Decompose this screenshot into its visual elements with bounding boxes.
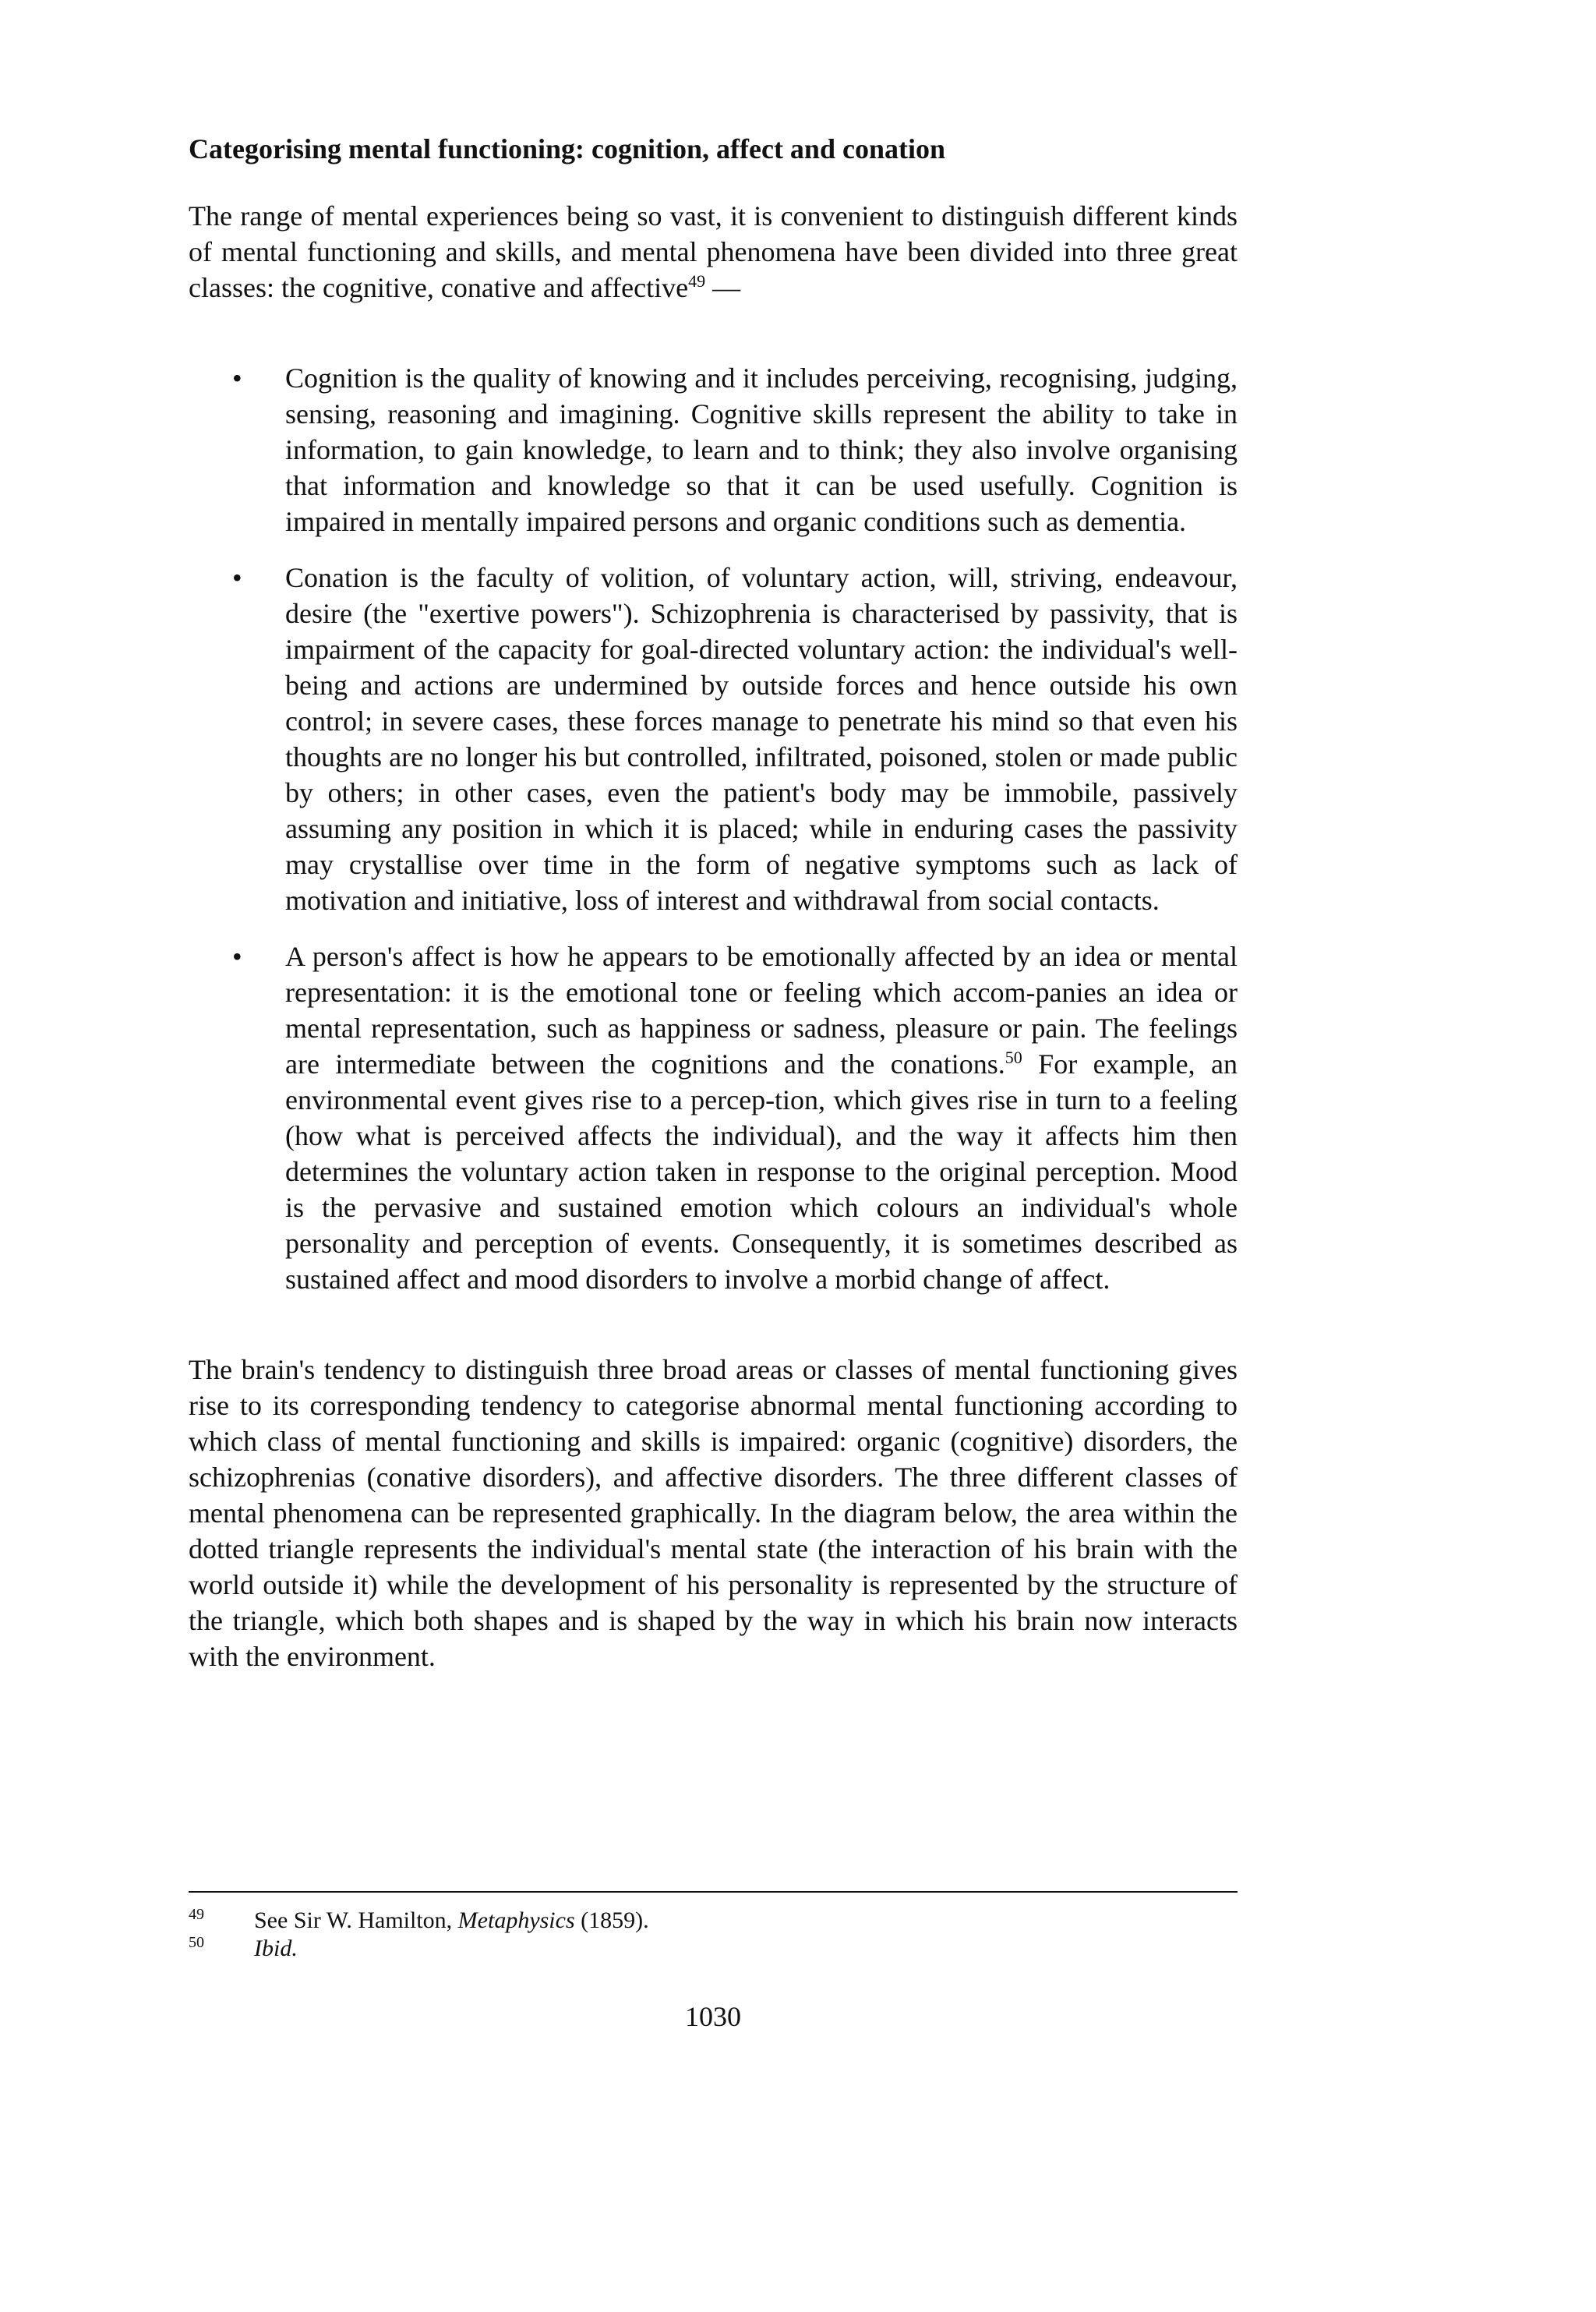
section-heading: Categorising mental functioning: cognition, affect and conation xyxy=(189,133,945,164)
affect-text-after: For example, an environmental event gives rise to a percep-tion, which gives rise in turn to a feeling (how what is perceived affects the individual), and the way it affects him then determines the voluntary action taken in response to the original perception. Mood is the pervasive and sustained emotion which colours an individual's whole personality and perception of events. Consequently, it is sometimes described as sustained affect and mood disorders to involve a morbid change of affect. xyxy=(285,1048,1238,1295)
footnote-49 xyxy=(189,1907,1238,1935)
intro-paragraph xyxy=(189,198,1238,306)
conation-text: Conation is the faculty of volition, of voluntary action, will, striving, endeavour, desire (the "exertive powers"). Schizophrenia is characterised by passivity, that is impairment of the capacity for goal-directed voluntary action: the individual's well-being and actions are undermined by outside forces and hence outside his own control; in severe cases, these forces manage to penetrate his mind so that even his thoughts are no longer his but controlled, infiltrated, poisoned, stolen or made public by others; in other cases, even the patient's body may be immobile, passively assuming any position in which it is placed; while in enduring cases the passivity may crystallise over time in the form of negative symptoms such as lack of motivation and initiative, loss of interest and withdrawal from social contacts. xyxy=(285,562,1238,916)
bullet-symbol: • xyxy=(232,362,242,394)
list-item-affect xyxy=(189,939,1238,1297)
list-item-conation xyxy=(189,560,1238,918)
footnote-number: 49 xyxy=(189,1906,204,1923)
bullet-symbol: • xyxy=(232,941,242,972)
affect-paragraph xyxy=(285,939,1238,1297)
footnote-text-after: (1859). xyxy=(574,1907,649,1933)
classes-list xyxy=(189,360,1238,1297)
footnote-text-before: See Sir W. Hamilton, xyxy=(254,1907,458,1933)
cognition-text: Cognition is the quality of knowing and it includes perceiving, recognising, judging, sensing, reasoning and imagining. Cognitive skills represent the ability to take in information, to gain knowledge, to learn and to think; they also involve organising that information and knowledge so that it can be used usefully. Cognition is impaired in mentally impaired persons and organic conditions such as dementia. xyxy=(285,362,1238,537)
footnote-citation-title: Metaphysics xyxy=(457,1907,575,1933)
main-content xyxy=(189,131,1238,1674)
closing-paragraph: The brain's tendency to distinguish three broad areas or classes of mental functioning gives rise to its corresponding tendency to categorise abnormal mental functioning according to which class of mental functioning and skills is impaired: organic (cognitive) disorders, the schizophrenias (conative disorders), and affective disorders. The three different classes of mental phenomena can be represented graphically. In the diagram below, the area within the dotted triangle represents the individual's mental state (the interaction of his brain with the world outside it) while the development of his personality is represented by the structure of the triangle, which both shapes and is shaped by the way in which his brain now interacts with the environment. xyxy=(189,1354,1238,1672)
list-item-cognition xyxy=(189,360,1238,539)
footnote-ref-49[interactable]: 49 xyxy=(688,271,706,291)
intro-tail: — xyxy=(705,272,741,303)
footnote-citation-title: Ibid. xyxy=(254,1936,298,1961)
page-number: 1030 xyxy=(685,2001,741,2032)
footnote-ref-50[interactable]: 50 xyxy=(1005,1048,1022,1067)
bullet-symbol: • xyxy=(232,562,242,593)
affect-text-before: A person's affect is how he appears to be emotionally affected by an idea or mental representation: it is the emotional tone or feeling which accom-panies an idea or mental representation, such as happiness or sadness, pleasure or pain. The feelings are intermediate between the cognitions and the conations. xyxy=(285,941,1238,1080)
footnote-50 xyxy=(189,1935,1238,1963)
intro-text: The range of mental experiences being so vast, it is convenient to distinguish different kinds of mental functioning and skills, and mental phenomena have been divided into three great classes: the cognitive, conative and affective xyxy=(189,200,1238,303)
footnote-divider xyxy=(189,1891,1238,1893)
footnotes xyxy=(189,1907,1238,1963)
footnote-number: 50 xyxy=(189,1934,204,1951)
